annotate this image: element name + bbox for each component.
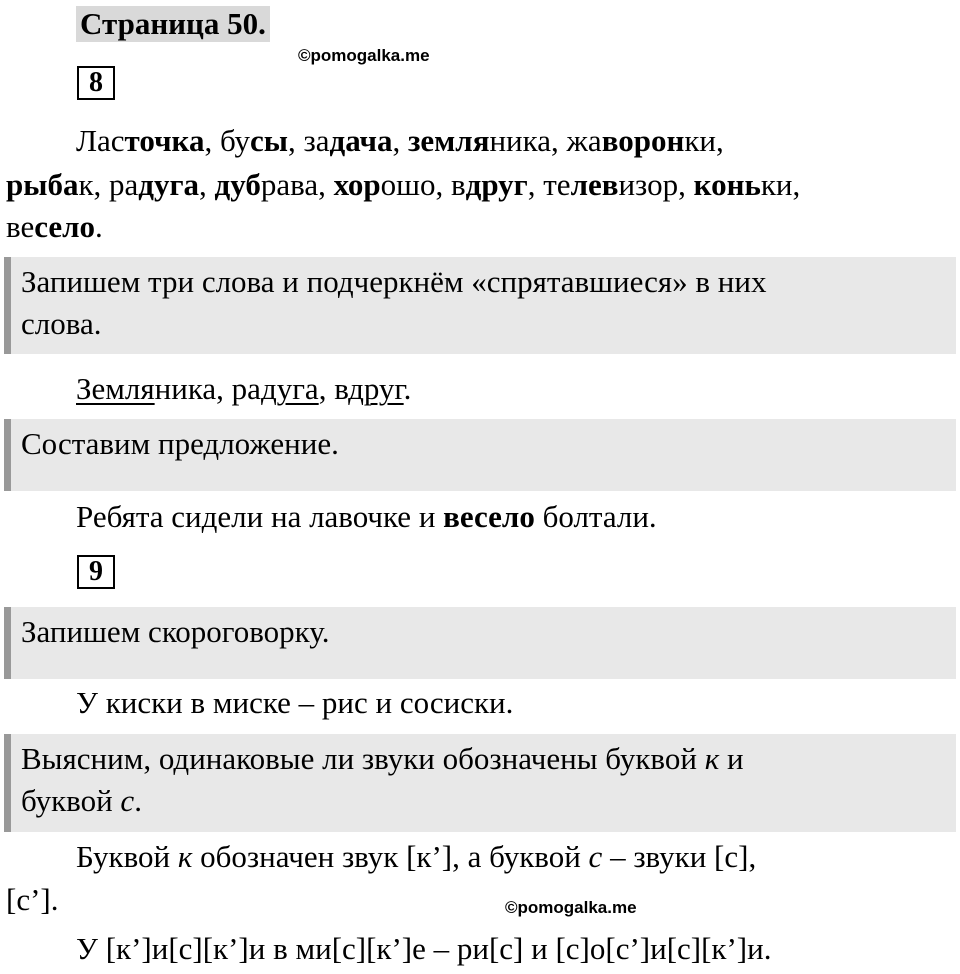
answer-sounds-line-1: Буквой к обозначен звук [к’], а буквой с – звуки [с], — [76, 839, 757, 874]
task-sounds-text: Выясним, одинаковые ли звуки обозначены буквой к и буквой с. — [21, 741, 744, 818]
answer-sentence: Ребята сидели на лавочке и весело болтали. — [76, 499, 657, 534]
exercise-8-number: 8 — [77, 66, 115, 100]
answer-tongue-twister: У киски в миске – рис и сосиски. — [76, 685, 514, 720]
exercise-8-words-line-2: рыбак, радуга, дубрава, хорошо, вдруг, телевизор, коньки, — [6, 167, 801, 202]
task-sentence-text: Составим предложение. — [21, 426, 339, 461]
task-band-tongue-twister — [4, 607, 956, 679]
watermark-bottom: ©pomogalka.me — [505, 898, 637, 917]
exercise-9-number: 9 — [77, 555, 115, 589]
answer-sounds-line-2: [с’]. — [6, 882, 59, 917]
watermark-top: ©pomogalka.me — [298, 46, 430, 65]
task-band-hidden-words — [4, 257, 956, 354]
answer-transcription: У [к’]и[с][к’]и в ми[с][к’]е – ри[с] и [с]о[с’]и[с][к’]и. — [76, 931, 772, 966]
answer-hidden-words: Земляника, радуга, вдруг. — [76, 371, 412, 406]
task-band-sounds — [4, 734, 956, 832]
exercise-8-words-line-1: Ласточка, бусы, задача, земляника, жаворонки, — [76, 123, 724, 158]
exercise-8-words-line-3: весело. — [6, 209, 103, 244]
task-hidden-words-text: Запишем три слова и подчеркнём «спрятавшиеся» в них слова. — [21, 264, 767, 341]
task-band-sentence — [4, 419, 956, 491]
task-tongue-twister-text: Запишем скороговорку. — [21, 614, 330, 649]
page-title: Страница 50. — [76, 6, 270, 42]
